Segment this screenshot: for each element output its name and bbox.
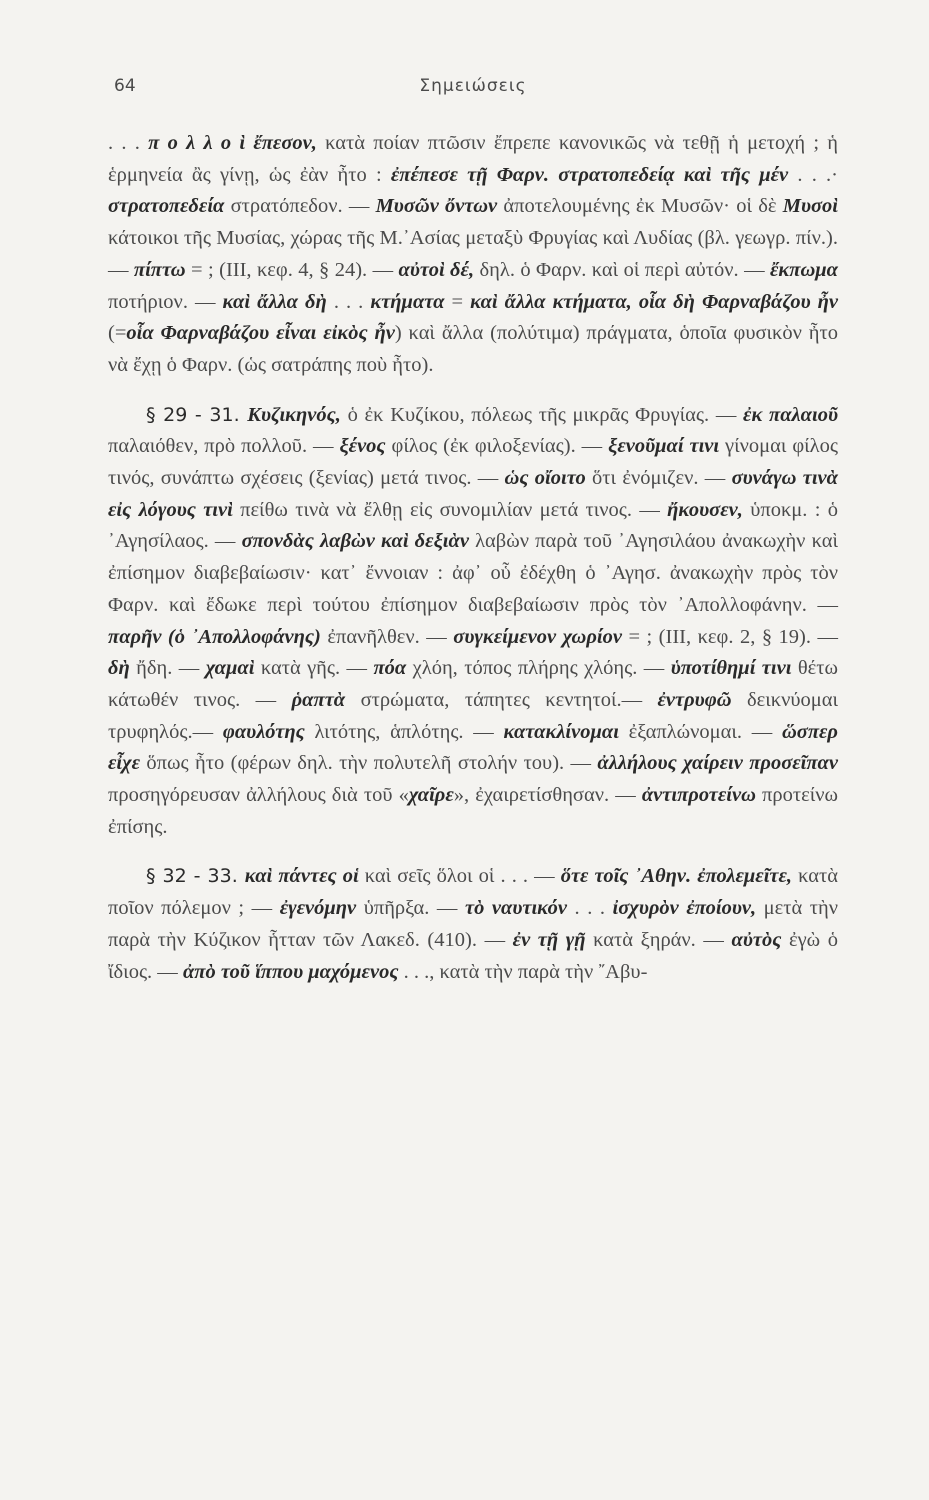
lemma-term: ἔκπωμα xyxy=(769,258,839,281)
lemma-term: ἐπέπεσε τῇ Φαρν. στρατοπεδείᾳ καὶ τῆς μέν xyxy=(390,163,789,186)
lemma-term: πόα xyxy=(373,657,407,680)
note-paragraph xyxy=(108,400,838,844)
gloss-text: φίλος (ἐκ φιλοξενίας). — xyxy=(385,435,609,458)
lemma-term: συνάγω τινὰ εἰς λόγους τινὶ xyxy=(108,467,838,521)
notes-body xyxy=(108,128,838,988)
gloss-text: στρώματα, τάπητες κεντητοί.— xyxy=(345,688,658,711)
lemma-term: στρατοπεδεία xyxy=(108,195,225,218)
gloss-text: ἀποτελουμένης ἐκ Μυσῶν· οἱ δὲ xyxy=(497,195,783,218)
lemma-term: φαυλότης xyxy=(222,720,305,743)
gloss-text: λιτότης, ἁπλότης. — xyxy=(304,720,504,743)
gloss-text: δηλ. ὁ Φαρν. καὶ οἱ περὶ αὐτόν. — xyxy=(474,258,770,281)
lemma-term: ὥσπερ εἶχε xyxy=(108,720,838,775)
lemma-term: δὴ xyxy=(108,657,130,680)
lemma-term: ἀπὸ τοῦ ἵππου μαχόμενος xyxy=(182,960,399,983)
lemma-term: χαμαὶ xyxy=(205,657,255,680)
gloss-text: χλόη, τόπος πλήρης χλόης. — xyxy=(406,657,671,680)
lemma-term: καὶ ἄλλα κτήματα, οἷα δὴ Φαρναβάζου ἦν xyxy=(470,290,839,313)
lemma-term: ὅτε τοῖς ᾿Αθην. ἐπολεμεῖτε, xyxy=(560,865,793,888)
lemma-term: σπονδὰς λαβὼν καὶ δεξιὰν xyxy=(241,530,469,553)
gloss-text: ποτήριον. — xyxy=(108,290,223,313)
gloss-text: ἤδη. — xyxy=(129,657,206,680)
lemma-term: ἀλλήλους χαίρειν προσεῖπαν xyxy=(597,752,838,775)
gloss-text: = xyxy=(444,290,471,313)
gloss-text: . . . xyxy=(566,897,613,920)
lemma-term: ἰσχυρὸν ἐποίουν, xyxy=(612,897,757,920)
gloss-text: κατὰ ποῖον πόλεμον ; — xyxy=(108,865,839,920)
page-title: Σημειώσεις xyxy=(419,76,527,96)
lemma-term: Μυσοὶ xyxy=(782,195,838,218)
lemma-term: αὐτοὶ δέ, xyxy=(398,258,475,281)
gloss-text: κατὰ ξηράν. — xyxy=(585,928,732,951)
gloss-text: ὅτι ἐνόμιζεν. — xyxy=(585,467,732,490)
gloss-text: = ; (ΙΙΙ, κεφ. 4, § 24). — xyxy=(185,258,399,281)
lemma-term: ῥαπτὰ xyxy=(291,688,346,711)
note-paragraph xyxy=(108,861,838,988)
running-head xyxy=(108,76,838,102)
page-number: 64 xyxy=(114,76,136,96)
lemma-term: Μυσῶν ὄντων xyxy=(375,195,498,218)
gloss-text: προσηγόρευσαν ἀλλήλους διὰ τοῦ « xyxy=(108,784,409,807)
note-paragraph xyxy=(108,128,838,382)
gloss-text: = ; (ΙΙΙ, κεφ. 2, § 19). — xyxy=(621,625,838,648)
lemma-term: τὸ ναυτικόν xyxy=(464,897,567,920)
lemma-term: κατακλίνομαι xyxy=(503,720,619,743)
lemma-term: ὑποτίθημί τινι xyxy=(670,657,792,680)
book-page xyxy=(108,0,838,1500)
lemma-term: αὐτὸς xyxy=(731,928,782,951)
gloss-text: καὶ σεῖς ὅλοι οἱ . . . — xyxy=(358,865,561,888)
lemma-term: ὡς οἴοιτο xyxy=(504,467,586,490)
gloss-text: κατὰ ποίαν πτῶσιν ἔπρεπε κανονικῶς νὰ τεθῇ ἡ μετοχή ; ἡ ἑρμηνεία ἂς γίνῃ, ὡς ἐὰν ἦτο : xyxy=(108,132,839,186)
gloss-text: ὑποκμ. : ὁ ᾿Αγησίλαος. — xyxy=(108,498,838,553)
section-reference: § 32 - 33. xyxy=(146,865,245,888)
gloss-text: ) καὶ ἄλλα (πολύτιμα) πράγματα, ὁποῖα φυσικὸν ἦτο νὰ ἔχῃ ὁ Φαρν. (ὡς σατράπης ποὺ ἦτο). xyxy=(108,322,838,376)
lemma-term: καὶ πάντες οἱ xyxy=(244,865,359,888)
lemma-term: ἐκ παλαιοῦ xyxy=(743,403,838,426)
lemma-term: Κυζικηνός, xyxy=(247,403,341,426)
gloss-text: ἐξαπλώνομαι. — xyxy=(618,720,782,743)
gloss-text: προτείνω ἐπίσης. xyxy=(108,784,838,838)
gloss-text: ὑπῆρξα. — xyxy=(356,897,465,920)
gloss-text: κάτοικοι τῆς Μυσίας, χώρας τῆς Μ.᾿Ασίας μεταξὺ Φρυγίας καὶ Λυδίας (βλ. γεωγρ. πίν.). — xyxy=(108,227,838,281)
lemma-term: πίπτω xyxy=(133,258,186,281)
gloss-text: », ἐχαιρετίσθησαν. — xyxy=(453,784,642,807)
gloss-text: ἐπανῆλθεν. — xyxy=(320,625,454,648)
lemma-term: π ο λ λ ο ὶ ἔπεσον, xyxy=(148,132,317,154)
lemma-term: ἐγενόμην xyxy=(279,897,357,920)
gloss-text: μετὰ τὴν παρὰ τὴν Κύζικον ἧτταν τῶν Λακεδ. (410). — xyxy=(108,897,838,951)
gloss-text: . . .· xyxy=(788,163,839,186)
lemma-term: ξενοῦμαί τινι xyxy=(608,435,720,458)
lemma-term: ἐν τῇ γῇ xyxy=(512,928,586,951)
gloss-text: ἐγὼ ὁ ἴδιος. — xyxy=(108,928,839,983)
section-reference: § 29 - 31. xyxy=(146,403,248,426)
gloss-text: . . . xyxy=(326,290,371,313)
gloss-text: παλαιόθεν, πρὸ πολλοῦ. — xyxy=(108,435,340,458)
gloss-text: . . . xyxy=(108,132,149,154)
gloss-text: ὁ ἐκ Κυζίκου, πόλεως τῆς μικρᾶς Φρυγίας. — xyxy=(340,403,744,426)
gloss-text: λαβὼν παρὰ τοῦ ᾿Αγησιλάου ἀνακωχὴν καὶ ἐπίσημον διαβεβαίωσιν· κατ᾿ ἔννοιαν : ἀφ᾿ οὗ ἐδέχθη ὁ ᾿Αγησ. ἀνακωχὴν πρὸς τὸν Φαρν. καὶ ἔδωκε περὶ τούτου ἐπίσημον διαβεβαίωσιν πρὸς τὸν ᾿Απολλοφάνην. — xyxy=(108,530,839,616)
lemma-term: ἐντρυφῶ xyxy=(657,688,732,711)
gloss-text: γίνομαι φίλος τινός, συνάπτω σχέσεις (ξενίας) μετά τινος. — xyxy=(108,435,838,490)
lemma-term: ἀντιπροτείνω xyxy=(641,784,756,807)
gloss-text: . . ., κατὰ τὴν παρὰ τὴν ῎Αβυ- xyxy=(398,960,648,983)
lemma-term: ἤκουσεν, xyxy=(667,498,743,521)
gloss-text: θέτω κάτωθέν τινος. — xyxy=(108,657,838,711)
gloss-text: δεικνύομαι τρυφηλός.— xyxy=(108,688,838,743)
lemma-term: χαῖρε xyxy=(408,784,454,807)
gloss-text: στρατόπεδον. — xyxy=(224,195,376,218)
gloss-text: κατὰ γῆς. — xyxy=(254,657,374,680)
lemma-term: καὶ ἄλλα δὴ xyxy=(222,290,327,313)
gloss-text: (= xyxy=(108,322,127,345)
lemma-term: ξένος xyxy=(339,435,386,458)
lemma-term: οἷα Φαρναβάζου εἶναι εἰκὸς ἦν xyxy=(126,322,395,345)
lemma-term: παρῆν (ὁ ᾿Απολλοφάνης) xyxy=(108,625,321,648)
lemma-term: συγκείμενον χωρίον xyxy=(453,625,622,648)
gloss-text: πείθω τινὰ νὰ ἔλθῃ εἰς συνομιλίαν μετά τινος. — xyxy=(232,498,668,521)
gloss-text: ὅπως ἦτο (φέρων δηλ. τὴν πολυτελῆ στολήν του). — xyxy=(140,752,598,775)
lemma-term: κτήματα xyxy=(370,290,445,313)
